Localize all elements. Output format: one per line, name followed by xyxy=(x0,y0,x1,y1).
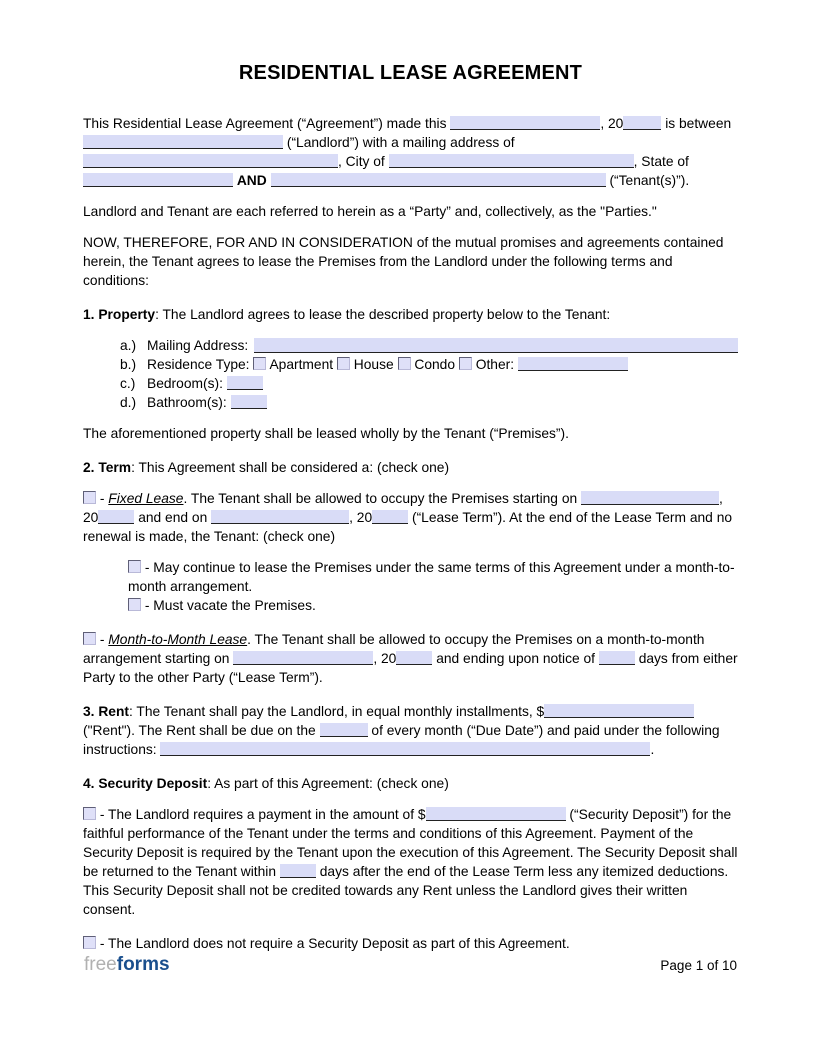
fixed-lease-text: , 20 xyxy=(349,510,373,525)
bedrooms-label: Bedroom(s): xyxy=(147,376,223,391)
logo-free-text: free xyxy=(84,954,117,975)
page-number: Page 1 of 10 xyxy=(660,958,737,973)
month-to-month-text: , 20 xyxy=(373,651,397,666)
fixed-end-date-field[interactable] xyxy=(211,510,349,524)
fixed-lease-text: , 20 xyxy=(83,491,723,525)
month-to-month-label: Month-to-Month Lease xyxy=(108,632,248,647)
rent-text: . xyxy=(650,742,655,757)
house-option-label: House xyxy=(353,357,394,372)
intro-text: , 20 xyxy=(600,116,624,131)
rent-due-day-field[interactable] xyxy=(320,723,368,737)
rent-text: ("Rent"). The Rent shall be due on the xyxy=(83,723,316,738)
page-footer xyxy=(84,954,737,976)
intro-text: , State of xyxy=(633,154,689,169)
agreement-year-field[interactable] xyxy=(623,116,661,130)
condo-checkbox[interactable] xyxy=(398,357,411,370)
landlord-state-field[interactable] xyxy=(83,173,233,187)
list-marker: b.) xyxy=(120,357,137,372)
must-vacate-checkbox[interactable] xyxy=(128,598,141,611)
bathrooms-label: Bathroom(s): xyxy=(147,395,227,410)
residence-type-label: Residence Type: xyxy=(147,357,250,372)
landlord-name-field[interactable] xyxy=(83,135,283,149)
security-return-days-field[interactable] xyxy=(280,864,316,878)
other-residence-field[interactable] xyxy=(518,357,628,371)
rent-text: of every month (“Due Date”) and paid under the following instructions: xyxy=(83,723,720,757)
m2m-start-year-field[interactable] xyxy=(396,651,432,665)
fixed-lease-checkbox[interactable] xyxy=(83,491,96,504)
bedrooms-field[interactable] xyxy=(227,376,263,390)
intro-text: is between xyxy=(665,116,732,131)
document-title: RESIDENTIAL LEASE AGREEMENT xyxy=(238,62,583,84)
list-item-bathrooms xyxy=(120,393,738,412)
rent-text: : The Tenant shall pay the Landlord, in equal monthly installments, $ xyxy=(129,704,545,719)
continue-option-text: - May continue to lease the Premises under the same terms of this Agreement under a month-to-month arrangement. xyxy=(128,560,735,594)
list-marker: a.) xyxy=(120,338,137,353)
no-security-deposit-paragraph xyxy=(83,934,738,953)
payment-instructions-field[interactable] xyxy=(160,742,650,756)
fixed-end-year-field[interactable] xyxy=(372,510,408,524)
fixed-lease-paragraph xyxy=(83,489,738,546)
section-2-text: : This Agreement shall be considered a: (check one) xyxy=(131,460,450,475)
landlord-street-address-field[interactable] xyxy=(83,154,338,168)
fixed-lease-suboptions xyxy=(128,558,738,615)
section-1-text: : The Landlord agrees to lease the described property below to the Tenant: xyxy=(155,307,611,322)
list-marker: d.) xyxy=(120,395,137,410)
continue-month-to-month-option xyxy=(128,558,738,596)
rent-amount-field[interactable] xyxy=(544,704,694,718)
security-deposit-text: days after the end of the Lease Term less any itemized deductions. This Security Deposit shall not be credited towards any Rent unless the Landlord gives their written consent. xyxy=(83,864,729,917)
fixed-lease-label: Fixed Lease xyxy=(108,491,184,506)
mailing-address-label: Mailing Address: xyxy=(147,338,249,353)
condo-option-label: Condo xyxy=(414,357,456,372)
no-security-deposit-text: - The Landlord does not require a Security Deposit as part of this Agreement. xyxy=(99,936,570,951)
fixed-lease-text: (“Lease Term”). At the end of the Lease Term and no renewal is made, the Tenant: (check one) xyxy=(83,510,733,544)
section-3-title: 3. Rent xyxy=(83,704,129,719)
fixed-lease-text: . The Tenant shall be allowed to occupy the Premises starting on xyxy=(183,491,578,506)
month-to-month-text: . The Tenant shall be allowed to occupy the Premises on a month-to-month arrangement starting on xyxy=(83,632,705,666)
security-deposit-amount-field[interactable] xyxy=(426,807,566,821)
notice-days-field[interactable] xyxy=(599,651,635,665)
no-security-deposit-checkbox[interactable] xyxy=(83,936,96,949)
section-4-title: 4. Security Deposit xyxy=(83,776,208,791)
intro-text: This Residential Lease Agreement (“Agreement”) made this xyxy=(83,116,447,131)
landlord-city-field[interactable] xyxy=(389,154,634,168)
must-vacate-option xyxy=(128,596,738,615)
other-checkbox[interactable] xyxy=(459,357,472,370)
intro-text: (“Landlord”) with a mailing address of xyxy=(286,135,515,150)
consideration-paragraph: NOW, THEREFORE, FOR AND IN CONSIDERATION of the mutual promises and agreements contained herein, the Tenant agrees to lease the Premises from the Landlord under the following terms and conditions: xyxy=(83,235,724,288)
security-deposit-required-paragraph xyxy=(83,805,738,919)
vacate-option-text: - Must vacate the Premises. xyxy=(144,598,316,613)
security-deposit-text: The Landlord requires a payment in the amount of $ xyxy=(108,807,426,822)
fixed-start-date-field[interactable] xyxy=(581,491,719,505)
premises-note: The aforementioned property shall be leased wholly by the Tenant (“Premises”). xyxy=(83,426,569,441)
property-mailing-address-field[interactable] xyxy=(254,338,738,353)
month-to-month-text: and ending upon notice of xyxy=(436,651,595,666)
list-item-bedrooms xyxy=(120,374,738,393)
section-2-title: 2. Term xyxy=(83,460,132,475)
logo-forms-text: forms xyxy=(116,954,170,975)
m2m-start-date-field[interactable] xyxy=(233,651,373,665)
apartment-option-label: Apartment xyxy=(269,357,334,372)
rent-paragraph xyxy=(83,702,738,759)
section-2-heading xyxy=(83,458,738,477)
dash: - xyxy=(99,807,105,822)
section-4-heading xyxy=(83,774,738,793)
list-marker: c.) xyxy=(120,376,136,391)
property-list xyxy=(120,336,738,412)
security-deposit-text: (“Security Deposit”) for the faithful performance of the Tenant under the terms and conditions of this Agreement. Payment of the Security Deposit is required by the Tenant upon the execution of this Agreement. The Security Deposit shall be returned to the Tenant within xyxy=(83,807,738,879)
bathrooms-field[interactable] xyxy=(231,395,267,409)
section-1-heading xyxy=(83,305,738,324)
dash: - xyxy=(99,491,105,506)
intro-paragraph xyxy=(83,114,738,190)
tenant-name-field[interactable] xyxy=(271,173,606,187)
fixed-lease-text: and end on xyxy=(138,510,208,525)
list-item-mailing-address xyxy=(120,336,738,355)
list-item-residence-type xyxy=(120,355,738,374)
continue-month-to-month-checkbox[interactable] xyxy=(128,560,141,573)
section-1-title: 1. Property xyxy=(83,307,156,322)
house-checkbox[interactable] xyxy=(337,357,350,370)
other-option-label: Other: xyxy=(475,357,515,372)
apartment-checkbox[interactable] xyxy=(253,357,266,370)
month-to-month-checkbox[interactable] xyxy=(83,632,96,645)
dash: - xyxy=(99,632,105,647)
section-4-text: : As part of this Agreement: (check one) xyxy=(207,776,449,791)
intro-text: , City of xyxy=(338,154,385,169)
freeforms-logo xyxy=(84,954,170,976)
security-deposit-required-checkbox[interactable] xyxy=(83,807,96,820)
month-to-month-text: days from either Party to the other Party (“Lease Term”). xyxy=(83,651,738,685)
parties-paragraph: Landlord and Tenant are each referred to herein as a “Party” and, collectively, as the "Parties." xyxy=(83,204,657,219)
and-conjunction: AND xyxy=(236,173,267,188)
fixed-start-year-field[interactable] xyxy=(98,510,134,524)
agreement-date-field[interactable] xyxy=(450,116,600,130)
month-to-month-paragraph xyxy=(83,630,738,687)
intro-text: (“Tenant(s)”). xyxy=(609,173,690,188)
